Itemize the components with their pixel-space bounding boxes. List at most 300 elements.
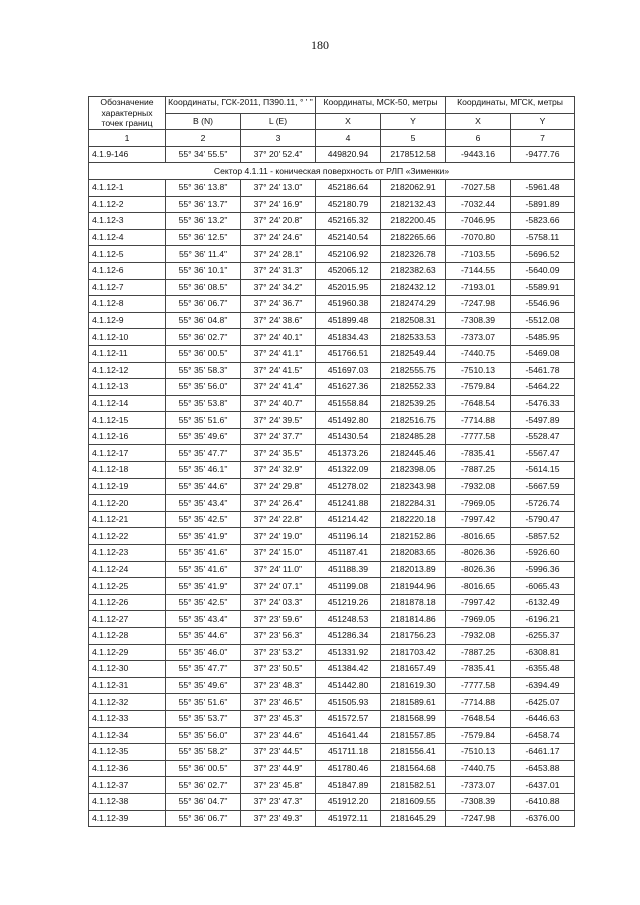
table-row	[89, 628, 575, 645]
longitude-cell: 37° 24' 26.4"	[241, 495, 316, 512]
header-gsk: Координаты, ГСК-2011, ПЗ90.11, ° ' "	[166, 97, 316, 114]
point-id: 4.1.12-8	[89, 296, 166, 313]
msk-y-cell: 2181556.41	[381, 744, 446, 761]
table-row	[89, 677, 575, 694]
longitude-cell: 37° 23' 46.5"	[241, 694, 316, 711]
column-number: 1	[89, 130, 166, 147]
mgsk-y-cell: -5667.59	[511, 478, 575, 495]
msk-y-cell: 2182152.86	[381, 528, 446, 545]
table-row	[89, 760, 575, 777]
table-row	[89, 545, 575, 562]
msk-x-cell: 451711.18	[316, 744, 381, 761]
mgsk-y-cell: -5546.96	[511, 296, 575, 313]
point-id: 4.1.12-22	[89, 528, 166, 545]
longitude-cell: 37° 24' 22.8"	[241, 511, 316, 528]
longitude-cell: 37° 24' 28.1"	[241, 246, 316, 263]
msk-x-cell: 451641.44	[316, 727, 381, 744]
mgsk-y-cell: -5961.48	[511, 179, 575, 196]
mgsk-x-cell: -7373.07	[446, 777, 511, 794]
mgsk-y-cell: -5464.22	[511, 379, 575, 396]
latitude-cell: 55° 36' 13.2"	[166, 213, 241, 230]
longitude-cell: 37° 24' 41.4"	[241, 379, 316, 396]
latitude-cell: 55° 35' 56.0"	[166, 727, 241, 744]
table-row	[89, 495, 575, 512]
msk-x-cell: 451558.84	[316, 395, 381, 412]
mgsk-x-cell: -7046.95	[446, 213, 511, 230]
table-row	[89, 611, 575, 628]
mgsk-x-cell: -7440.75	[446, 760, 511, 777]
latitude-cell: 55° 36' 04.8"	[166, 312, 241, 329]
mgsk-x-cell: -7103.55	[446, 246, 511, 263]
longitude-cell: 37° 23' 45.3"	[241, 710, 316, 727]
table-row	[89, 362, 575, 379]
table-row	[89, 578, 575, 595]
point-id: 4.1.12-14	[89, 395, 166, 412]
latitude-cell: 55° 35' 42.5"	[166, 594, 241, 611]
msk-x-cell: 451912.20	[316, 793, 381, 810]
mgsk-x-cell: -7714.88	[446, 694, 511, 711]
table-row	[89, 810, 575, 827]
mgsk-y-cell: -5857.52	[511, 528, 575, 545]
latitude-cell: 55° 36' 02.7"	[166, 329, 241, 346]
column-number: 2	[166, 130, 241, 147]
mgsk-y-cell: -5823.66	[511, 213, 575, 230]
longitude-cell: 37° 24' 35.5"	[241, 445, 316, 462]
table-row	[89, 179, 575, 196]
latitude-cell: 55° 36' 10.1"	[166, 262, 241, 279]
mgsk-x-cell: -7510.13	[446, 744, 511, 761]
msk-y-cell: 2181756.23	[381, 628, 446, 645]
msk-y-cell: 2182533.53	[381, 329, 446, 346]
mgsk-y-cell: -5614.15	[511, 462, 575, 479]
point-id: 4.1.12-18	[89, 462, 166, 479]
point-id: 4.1.12-21	[89, 511, 166, 528]
mgsk-y-cell: -6376.00	[511, 810, 575, 827]
point-id: 4.1.12-39	[89, 810, 166, 827]
msk-y-cell: 2182555.75	[381, 362, 446, 379]
point-id: 4.1.12-12	[89, 362, 166, 379]
msk-x-cell: 452165.32	[316, 213, 381, 230]
coordinates-table	[88, 96, 575, 827]
mgsk-x-cell: -7579.84	[446, 379, 511, 396]
mgsk-x-cell: -7932.08	[446, 628, 511, 645]
point-id: 4.1.12-30	[89, 661, 166, 678]
mgsk-y-cell: -5996.36	[511, 561, 575, 578]
mgsk-x-cell: -7247.98	[446, 810, 511, 827]
table-row	[89, 744, 575, 761]
latitude-cell: 55° 36' 06.7"	[166, 296, 241, 313]
longitude-cell: 37° 23' 44.5"	[241, 744, 316, 761]
mgsk-y-cell: -9477.76	[511, 146, 575, 163]
mgsk-y-cell: -6437.01	[511, 777, 575, 794]
point-id: 4.1.12-9	[89, 312, 166, 329]
msk-y-cell: 2182284.31	[381, 495, 446, 512]
msk-y-cell: 2182132.43	[381, 196, 446, 213]
msk-x-cell: 452106.92	[316, 246, 381, 263]
table-row	[89, 445, 575, 462]
longitude-cell: 37° 23' 47.3"	[241, 793, 316, 810]
msk-x-cell: 451278.02	[316, 478, 381, 495]
msk-y-cell: 2181564.68	[381, 760, 446, 777]
msk-x-cell: 451697.03	[316, 362, 381, 379]
msk-x-cell: 451847.89	[316, 777, 381, 794]
msk-x-cell: 451214.42	[316, 511, 381, 528]
table-row	[89, 379, 575, 396]
msk-y-cell: 2182445.46	[381, 445, 446, 462]
latitude-cell: 55° 35' 42.5"	[166, 511, 241, 528]
table-row	[89, 345, 575, 362]
msk-x-cell: 451322.09	[316, 462, 381, 479]
latitude-cell: 55° 35' 44.6"	[166, 478, 241, 495]
latitude-cell: 55° 35' 47.7"	[166, 445, 241, 462]
latitude-cell: 55° 36' 02.7"	[166, 777, 241, 794]
msk-x-cell: 451188.39	[316, 561, 381, 578]
msk-y-cell: 2182516.75	[381, 412, 446, 429]
msk-y-cell: 2182265.66	[381, 229, 446, 246]
msk-y-cell: 2178512.58	[381, 146, 446, 163]
point-id: 4.1.12-29	[89, 644, 166, 661]
msk-y-cell: 2181609.55	[381, 793, 446, 810]
msk-x-cell: 451430.54	[316, 428, 381, 445]
mgsk-y-cell: -5926.60	[511, 545, 575, 562]
column-number: 7	[511, 130, 575, 147]
mgsk-x-cell: -7969.05	[446, 495, 511, 512]
table-row	[89, 196, 575, 213]
longitude-cell: 37° 23' 53.2"	[241, 644, 316, 661]
latitude-cell: 55° 35' 49.6"	[166, 677, 241, 694]
msk-x-cell: 451286.34	[316, 628, 381, 645]
table-row	[89, 661, 575, 678]
msk-x-cell: 452015.95	[316, 279, 381, 296]
latitude-cell: 55° 36' 11.4"	[166, 246, 241, 263]
longitude-cell: 37° 23' 49.3"	[241, 810, 316, 827]
longitude-cell: 37° 24' 40.1"	[241, 329, 316, 346]
latitude-cell: 55° 35' 43.4"	[166, 611, 241, 628]
point-id: 4.1.12-4	[89, 229, 166, 246]
latitude-cell: 55° 34' 55.5"	[166, 146, 241, 163]
header-msk-x: X	[316, 113, 381, 130]
point-id: 4.1.12-27	[89, 611, 166, 628]
longitude-cell: 37° 23' 48.3"	[241, 677, 316, 694]
msk-x-cell: 451492.80	[316, 412, 381, 429]
page-number: 180	[311, 38, 329, 52]
section-row	[89, 163, 575, 180]
latitude-cell: 55° 35' 44.6"	[166, 628, 241, 645]
msk-y-cell: 2182552.33	[381, 379, 446, 396]
msk-y-cell: 2182326.78	[381, 246, 446, 263]
mgsk-x-cell: -7308.39	[446, 793, 511, 810]
column-number: 4	[316, 130, 381, 147]
point-id: 4.1.9-146	[89, 146, 166, 163]
mgsk-x-cell: -7835.41	[446, 661, 511, 678]
longitude-cell: 37° 24' 24.6"	[241, 229, 316, 246]
msk-y-cell: 2181619.30	[381, 677, 446, 694]
msk-x-cell: 451331.92	[316, 644, 381, 661]
point-id: 4.1.12-15	[89, 412, 166, 429]
mgsk-y-cell: -5589.91	[511, 279, 575, 296]
msk-x-cell: 449820.94	[316, 146, 381, 163]
longitude-cell: 37° 24' 37.7"	[241, 428, 316, 445]
msk-y-cell: 2181814.86	[381, 611, 446, 628]
mgsk-y-cell: -6132.49	[511, 594, 575, 611]
msk-x-cell: 451199.08	[316, 578, 381, 595]
table-row	[89, 412, 575, 429]
table-row	[89, 146, 575, 163]
header-msk-y: Y	[381, 113, 446, 130]
point-id: 4.1.12-33	[89, 710, 166, 727]
table-row	[89, 561, 575, 578]
longitude-cell: 37° 23' 45.8"	[241, 777, 316, 794]
point-id: 4.1.12-20	[89, 495, 166, 512]
msk-x-cell: 451572.57	[316, 710, 381, 727]
mgsk-y-cell: -5469.08	[511, 345, 575, 362]
mgsk-x-cell: -7648.54	[446, 395, 511, 412]
msk-y-cell: 2182343.98	[381, 478, 446, 495]
mgsk-y-cell: -6196.21	[511, 611, 575, 628]
mgsk-y-cell: -6461.17	[511, 744, 575, 761]
mgsk-x-cell: -8016.65	[446, 578, 511, 595]
point-id: 4.1.12-5	[89, 246, 166, 263]
msk-y-cell: 2182083.65	[381, 545, 446, 562]
latitude-cell: 55° 35' 46.1"	[166, 462, 241, 479]
latitude-cell: 55° 35' 53.8"	[166, 395, 241, 412]
point-id: 4.1.12-38	[89, 793, 166, 810]
mgsk-x-cell: -7835.41	[446, 445, 511, 462]
latitude-cell: 55° 35' 56.0"	[166, 379, 241, 396]
point-id: 4.1.12-34	[89, 727, 166, 744]
longitude-cell: 37° 24' 03.3"	[241, 594, 316, 611]
mgsk-y-cell: -6308.81	[511, 644, 575, 661]
table-row	[89, 428, 575, 445]
mgsk-y-cell: -6410.88	[511, 793, 575, 810]
point-id: 4.1.12-31	[89, 677, 166, 694]
longitude-cell: 37° 24' 31.3"	[241, 262, 316, 279]
msk-x-cell: 451196.14	[316, 528, 381, 545]
mgsk-x-cell: -7247.98	[446, 296, 511, 313]
latitude-cell: 55° 36' 12.5"	[166, 229, 241, 246]
mgsk-x-cell: -7032.44	[446, 196, 511, 213]
header-msk: Координаты, МСК-50, метры	[316, 97, 446, 114]
msk-y-cell: 2182013.89	[381, 561, 446, 578]
msk-y-cell: 2182398.05	[381, 462, 446, 479]
mgsk-x-cell: -7887.25	[446, 462, 511, 479]
latitude-cell: 55° 36' 04.7"	[166, 793, 241, 810]
msk-y-cell: 2181944.96	[381, 578, 446, 595]
mgsk-y-cell: -5497.89	[511, 412, 575, 429]
msk-y-cell: 2182432.12	[381, 279, 446, 296]
mgsk-y-cell: -6453.88	[511, 760, 575, 777]
mgsk-x-cell: -7887.25	[446, 644, 511, 661]
mgsk-y-cell: -6394.49	[511, 677, 575, 694]
msk-y-cell: 2181582.51	[381, 777, 446, 794]
table-row	[89, 229, 575, 246]
mgsk-y-cell: -5758.11	[511, 229, 575, 246]
latitude-cell: 55° 36' 06.7"	[166, 810, 241, 827]
table-row	[89, 727, 575, 744]
point-id: 4.1.12-7	[89, 279, 166, 296]
table-row	[89, 793, 575, 810]
latitude-cell: 55° 35' 41.9"	[166, 528, 241, 545]
table-row	[89, 511, 575, 528]
mgsk-y-cell: -5696.52	[511, 246, 575, 263]
latitude-cell: 55° 35' 41.6"	[166, 561, 241, 578]
table-row	[89, 594, 575, 611]
mgsk-y-cell: -5476.33	[511, 395, 575, 412]
msk-y-cell: 2181645.29	[381, 810, 446, 827]
table-row	[89, 644, 575, 661]
longitude-cell: 37° 23' 59.6"	[241, 611, 316, 628]
msk-x-cell: 451442.80	[316, 677, 381, 694]
longitude-cell: 37° 24' 41.1"	[241, 345, 316, 362]
mgsk-x-cell: -7440.75	[446, 345, 511, 362]
latitude-cell: 55° 36' 00.5"	[166, 760, 241, 777]
point-id: 4.1.12-24	[89, 561, 166, 578]
point-id: 4.1.12-36	[89, 760, 166, 777]
table-row	[89, 777, 575, 794]
msk-x-cell: 451766.51	[316, 345, 381, 362]
mgsk-x-cell: -8026.36	[446, 561, 511, 578]
msk-x-cell: 451627.36	[316, 379, 381, 396]
point-id: 4.1.12-10	[89, 329, 166, 346]
mgsk-x-cell: -7579.84	[446, 727, 511, 744]
longitude-cell: 37° 23' 44.6"	[241, 727, 316, 744]
point-id: 4.1.12-6	[89, 262, 166, 279]
table-row	[89, 246, 575, 263]
longitude-cell: 37° 23' 44.9"	[241, 760, 316, 777]
header-designation: Обозначение характерных точек границ	[89, 97, 166, 130]
mgsk-x-cell: -7777.58	[446, 428, 511, 445]
point-id: 4.1.12-1	[89, 179, 166, 196]
msk-y-cell: 2181589.61	[381, 694, 446, 711]
latitude-cell: 55° 35' 51.6"	[166, 694, 241, 711]
mgsk-y-cell: -5726.74	[511, 495, 575, 512]
mgsk-x-cell: -7373.07	[446, 329, 511, 346]
table-row	[89, 213, 575, 230]
point-id: 4.1.12-32	[89, 694, 166, 711]
msk-y-cell: 2182382.63	[381, 262, 446, 279]
longitude-cell: 37° 24' 38.6"	[241, 312, 316, 329]
point-id: 4.1.12-19	[89, 478, 166, 495]
latitude-cell: 55° 35' 47.7"	[166, 661, 241, 678]
point-id: 4.1.12-17	[89, 445, 166, 462]
mgsk-y-cell: -5512.08	[511, 312, 575, 329]
table-row	[89, 478, 575, 495]
longitude-cell: 37° 24' 41.5"	[241, 362, 316, 379]
longitude-cell: 37° 24' 19.0"	[241, 528, 316, 545]
point-id: 4.1.12-26	[89, 594, 166, 611]
table-row	[89, 329, 575, 346]
msk-y-cell: 2182474.29	[381, 296, 446, 313]
mgsk-y-cell: -6355.48	[511, 661, 575, 678]
msk-y-cell: 2182062.91	[381, 179, 446, 196]
msk-y-cell: 2182539.25	[381, 395, 446, 412]
table-row	[89, 279, 575, 296]
header-mgsk-x: X	[446, 113, 511, 130]
longitude-cell: 37° 24' 11.0"	[241, 561, 316, 578]
table-row	[89, 528, 575, 545]
latitude-cell: 55° 35' 58.3"	[166, 362, 241, 379]
mgsk-y-cell: -6446.63	[511, 710, 575, 727]
point-id: 4.1.12-16	[89, 428, 166, 445]
msk-x-cell: 451834.43	[316, 329, 381, 346]
mgsk-x-cell: -7997.42	[446, 594, 511, 611]
msk-y-cell: 2181703.42	[381, 644, 446, 661]
msk-x-cell: 452140.54	[316, 229, 381, 246]
point-id: 4.1.12-23	[89, 545, 166, 562]
latitude-cell: 55° 36' 08.5"	[166, 279, 241, 296]
mgsk-y-cell: -6065.43	[511, 578, 575, 595]
point-id: 4.1.12-28	[89, 628, 166, 645]
column-number: 6	[446, 130, 511, 147]
msk-y-cell: 2182508.31	[381, 312, 446, 329]
header-b: B (N)	[166, 113, 241, 130]
mgsk-x-cell: -7932.08	[446, 478, 511, 495]
mgsk-y-cell: -5528.47	[511, 428, 575, 445]
msk-y-cell: 2182485.28	[381, 428, 446, 445]
mgsk-x-cell: -7027.58	[446, 179, 511, 196]
latitude-cell: 55° 35' 51.6"	[166, 412, 241, 429]
point-id: 4.1.12-11	[89, 345, 166, 362]
longitude-cell: 37° 24' 07.1"	[241, 578, 316, 595]
latitude-cell: 55° 35' 46.0"	[166, 644, 241, 661]
msk-x-cell: 451960.38	[316, 296, 381, 313]
mgsk-y-cell: -5461.78	[511, 362, 575, 379]
point-id: 4.1.12-35	[89, 744, 166, 761]
msk-y-cell: 2181557.85	[381, 727, 446, 744]
longitude-cell: 37° 24' 20.8"	[241, 213, 316, 230]
table-row	[89, 462, 575, 479]
mgsk-x-cell: -7969.05	[446, 611, 511, 628]
latitude-cell: 55° 35' 58.2"	[166, 744, 241, 761]
latitude-cell: 55° 36' 13.8"	[166, 179, 241, 196]
mgsk-x-cell: -9443.16	[446, 146, 511, 163]
latitude-cell: 55° 36' 00.5"	[166, 345, 241, 362]
latitude-cell: 55° 35' 43.4"	[166, 495, 241, 512]
table-row	[89, 262, 575, 279]
point-id: 4.1.12-25	[89, 578, 166, 595]
msk-x-cell: 452186.64	[316, 179, 381, 196]
table-row	[89, 710, 575, 727]
msk-x-cell: 451972.11	[316, 810, 381, 827]
longitude-cell: 37° 24' 32.9"	[241, 462, 316, 479]
point-id: 4.1.12-37	[89, 777, 166, 794]
column-number: 5	[381, 130, 446, 147]
table-row	[89, 312, 575, 329]
mgsk-x-cell: -7648.54	[446, 710, 511, 727]
mgsk-x-cell: -7777.58	[446, 677, 511, 694]
msk-y-cell: 2182220.18	[381, 511, 446, 528]
table-row	[89, 296, 575, 313]
msk-x-cell: 451780.46	[316, 760, 381, 777]
msk-x-cell: 451219.26	[316, 594, 381, 611]
msk-x-cell: 451241.88	[316, 495, 381, 512]
msk-y-cell: 2182549.44	[381, 345, 446, 362]
msk-x-cell: 452065.12	[316, 262, 381, 279]
msk-x-cell: 451187.41	[316, 545, 381, 562]
header-mgsk: Координаты, МГСК, метры	[446, 97, 575, 114]
mgsk-x-cell: -7308.39	[446, 312, 511, 329]
msk-y-cell: 2181657.49	[381, 661, 446, 678]
longitude-cell: 37° 24' 39.5"	[241, 412, 316, 429]
mgsk-y-cell: -5567.47	[511, 445, 575, 462]
longitude-cell: 37° 24' 16.9"	[241, 196, 316, 213]
longitude-cell: 37° 24' 13.0"	[241, 179, 316, 196]
point-id: 4.1.12-2	[89, 196, 166, 213]
mgsk-x-cell: -8016.65	[446, 528, 511, 545]
msk-y-cell: 2181568.99	[381, 710, 446, 727]
msk-y-cell: 2182200.45	[381, 213, 446, 230]
mgsk-y-cell: -5790.47	[511, 511, 575, 528]
